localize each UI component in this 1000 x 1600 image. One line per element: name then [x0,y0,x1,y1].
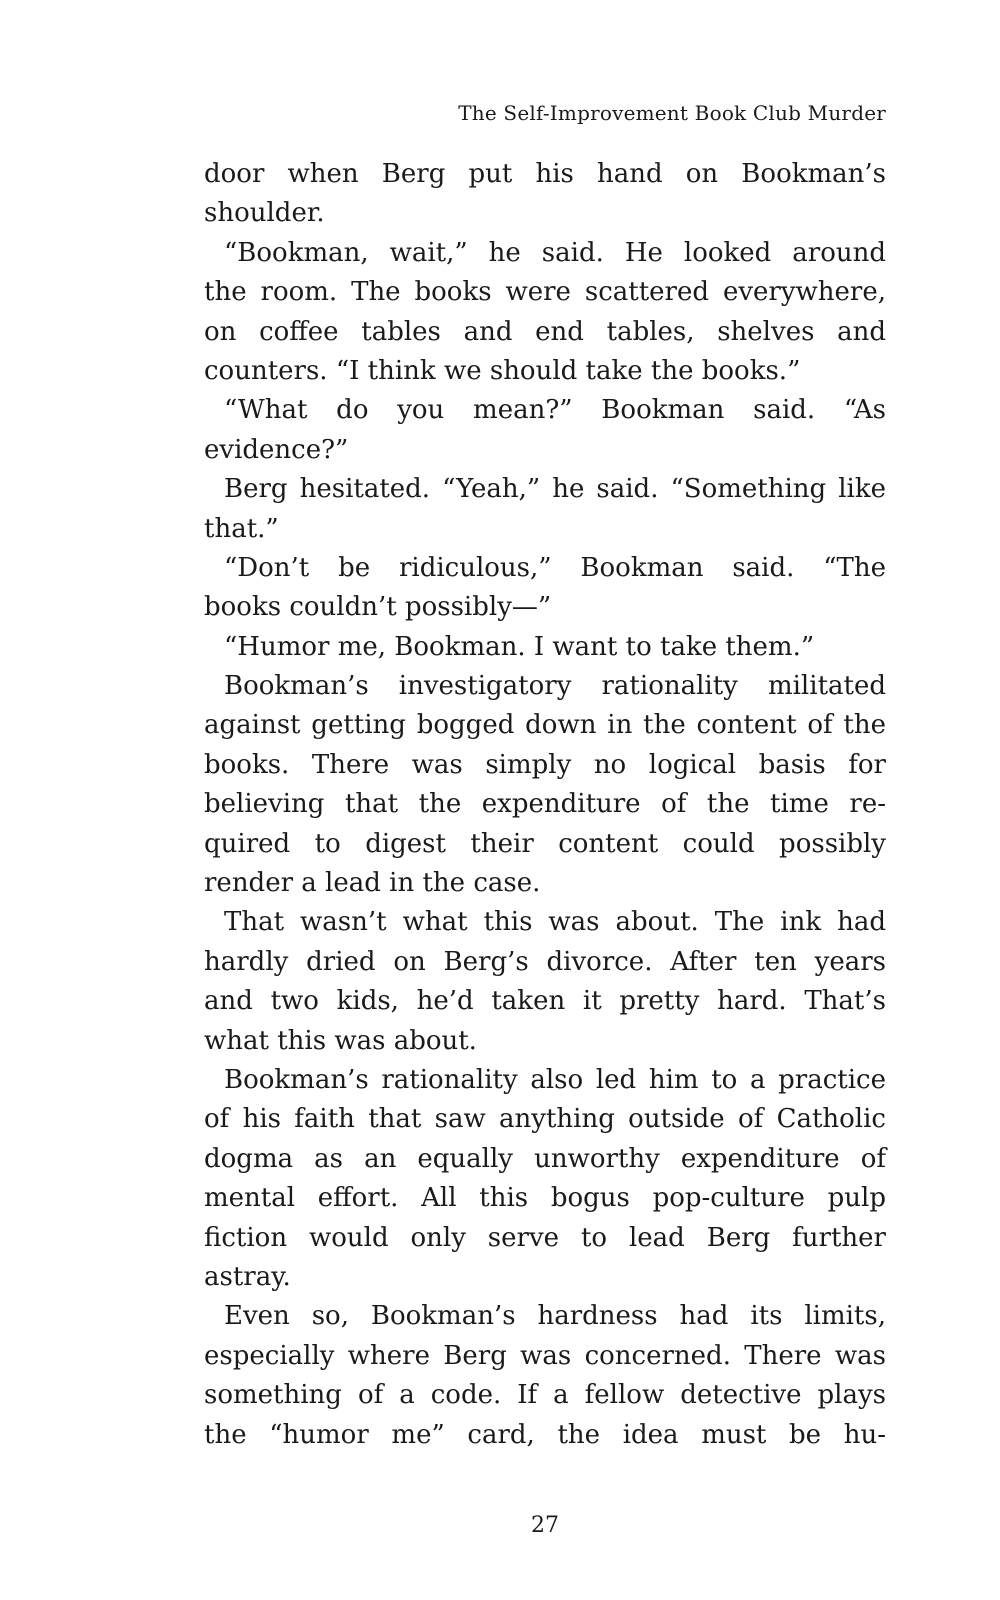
text-line: mental effort. All this bogus pop-culture pulp [204,1183,886,1214]
text-line: “Don’t be ridiculous,” Bookman said. “The [224,552,886,583]
text-line: the “humor me” card, the idea must be hu- [204,1419,886,1450]
text-line: shoulder. [204,198,325,229]
text-line: on coffee tables and end tables, shelves and [204,316,886,347]
text-line: evidence?” [204,434,349,465]
text-line: and two kids, he’d taken it pretty hard. That’s [204,986,886,1017]
text-line: door when Berg put his hand on Bookman’s [204,159,886,189]
text-line: astray. [204,1261,291,1292]
text-line: of his faith that saw anything outside of Catholic [204,1104,886,1135]
text-line: books. There was simply no logical basis for [204,749,886,780]
text-line: “What do you mean?” Bookman said. “As [224,395,886,426]
text-line: “Bookman, wait,” he said. He looked around [224,237,886,268]
text-line: books couldn’t possibly—” [204,592,552,623]
text-line: the room. The books were scattered everywhere, [204,277,886,308]
text-line: “Humor me, Bookman. I want to take them.” [224,631,815,662]
page-number: 27 [531,1513,559,1538]
text-line: fiction would only serve to lead Berg further [204,1222,886,1253]
text-line: that.” [204,513,279,544]
text-line: what this was about. [204,1025,477,1056]
text-line: something of a code. If a fellow detective plays [204,1380,886,1411]
text-line: Bookman’s rationality also led him to a practice [224,1064,886,1095]
text-line: hardly dried on Berg’s divorce. After ten years [204,946,886,977]
text-line: quired to digest their content could possibly [204,828,886,859]
text-line: That wasn’t what this was about. The ink had [224,907,886,938]
running-head-title: The Self-Improvement Book Club Murder [458,101,886,125]
text-line: Even so, Bookman’s hardness had its limits, [224,1301,886,1332]
text-line: dogma as an equally unworthy expenditure of [204,1143,886,1174]
body-text [204,155,886,1455]
text-line: counters. “I think we should take the books.” [204,355,801,386]
text-line: Bookman’s investigatory rationality militated [224,671,886,702]
text-line: especially where Berg was concerned. There was [204,1340,886,1371]
text-line: Berg hesitated. “Yeah,” he said. “Something like [224,474,886,505]
text-line: against getting bogged down in the content of the [204,710,886,741]
text-line: believing that the expenditure of the time re- [204,789,886,820]
text-line: render a lead in the case. [204,868,541,899]
